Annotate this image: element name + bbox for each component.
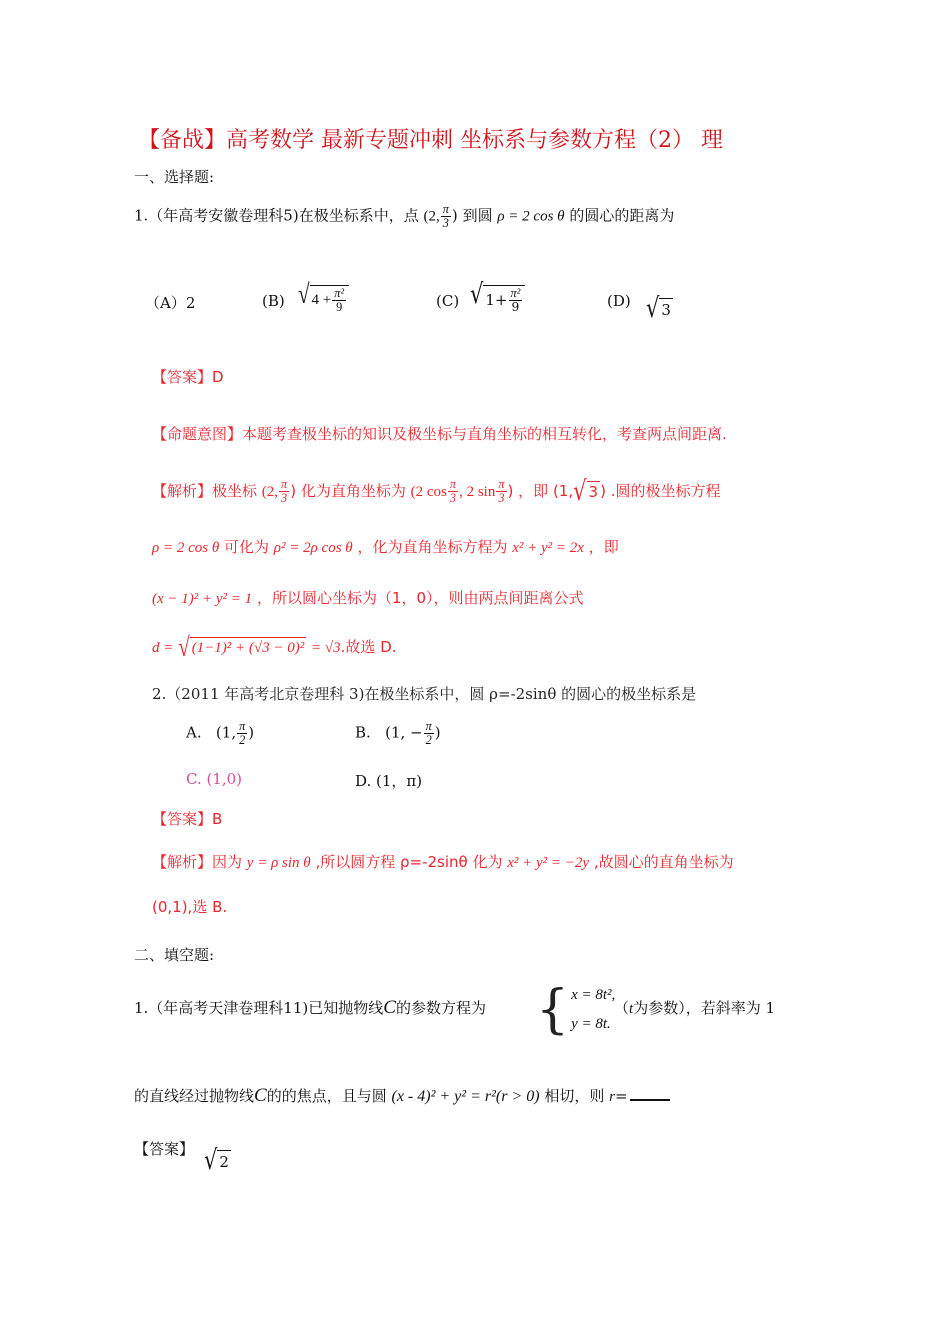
rho-eq: ρ = 2 cos θ: [152, 540, 220, 556]
analysis-label: 【解析】因为: [152, 853, 243, 871]
circle-eq-text: ,所以圆方程 ρ=-2sinθ 化为: [315, 853, 503, 871]
pi-squared: π²: [334, 286, 345, 300]
to-rect: ，化为直角坐标方程为: [357, 538, 508, 556]
option-b-label: (B): [262, 292, 285, 310]
pi: π: [281, 477, 288, 491]
rect-eq: x² + y² = 2x: [512, 540, 584, 556]
center-rect: ,故圆心的直角坐标为: [593, 853, 734, 871]
focus-text: 的的焦点，且与圆: [266, 1087, 387, 1105]
tangent-text: 相切，则: [544, 1087, 605, 1105]
option-a: （A）2: [145, 294, 196, 312]
rect-eq: x² + y² = −2y: [507, 855, 590, 871]
param-t: t: [629, 1001, 634, 1017]
circle-equation: ρ = 2 cos θ: [497, 208, 565, 225]
analysis-1-line-2: [152, 536, 619, 557]
pi: π: [498, 477, 505, 491]
can-be: 可化为: [223, 538, 269, 556]
distance-radicand: (1−1)² + (√3 − 0)²: [190, 637, 307, 658]
curve-c: C: [383, 997, 396, 1018]
option-b-open: (1, −: [385, 723, 423, 742]
option-c-term: 1+: [485, 291, 508, 310]
analysis-1-line-4: d = √ (1−1)² + (√3 − 0)² = √3.故选 D.: [152, 631, 397, 663]
distance-result: = √3: [311, 640, 341, 656]
option-a-open: (1,: [215, 723, 237, 742]
page-title: 【备战】高考数学 最新专题冲刺 坐标系与参数方程（2） 理: [138, 128, 723, 153]
analysis-1-line-3: [152, 587, 584, 608]
analysis-text: 化为直角坐标为: [300, 481, 406, 500]
three: 3: [281, 490, 288, 505]
brace-icon: {: [536, 979, 570, 1040]
answer-2: 【答案】B: [152, 810, 223, 828]
option-d-label: (D): [607, 292, 631, 310]
analysis-point-close: ): [290, 481, 297, 500]
pi-squared: π²: [510, 286, 521, 300]
analysis-sin: , 2 sin: [459, 483, 496, 500]
rho-sq-eq: ρ² = 2ρ cos θ: [273, 540, 353, 556]
param-text: 为参数），若斜率为 1: [633, 999, 775, 1017]
q2-option-a: [186, 720, 254, 747]
analysis-label: 【解析】极坐标: [152, 481, 258, 500]
analysis-pt-open: (1,: [552, 481, 574, 500]
q2-option-c: C. (1,0): [186, 770, 243, 788]
option-b-label: B.: [355, 723, 371, 742]
point-open: (2,: [423, 208, 440, 225]
answer-radicand: 2: [217, 1150, 231, 1171]
intent-1: 【命题意图】本题考查极坐标的知识及极坐标与直角坐标的相互转化，考查两点间距离.: [152, 425, 727, 443]
analysis-polar-eq: .圆的极坐标方程: [610, 481, 721, 500]
center-text: ，所以圆心坐标为（1，0），则由两点间距离公式: [256, 589, 584, 607]
fill-question-1-tail: [614, 997, 775, 1018]
y-eq: y = ρ sin θ: [246, 855, 311, 871]
two: 2: [239, 732, 246, 747]
answer-1: 【答案】D: [152, 368, 224, 386]
analysis-cos: (2 cos: [410, 483, 447, 500]
x-equation: x = 8t²,: [571, 987, 616, 1003]
choose-d: .故选 D.: [340, 638, 397, 656]
question-2: 2.（2011 年高考北京卷理科 3)在极坐标系中，圆 ρ=-2sinθ 的圆心的极坐标系是: [152, 685, 697, 703]
r-var: r: [609, 1089, 615, 1105]
radicand-3: 3: [659, 298, 673, 319]
q2-option-b: [355, 720, 441, 747]
q2-option-d: D. (1，π): [355, 772, 423, 790]
question-1-mid: 到圆: [462, 206, 493, 225]
answer-blank: [630, 1089, 670, 1101]
pi: π: [425, 719, 432, 733]
question-1-suffix: 的圆心的距离为: [569, 206, 675, 225]
fill-question-1-line-2: [134, 1085, 670, 1107]
curve-c: C: [254, 1085, 267, 1106]
nine: 9: [336, 299, 343, 314]
frac-den: 3: [442, 215, 449, 230]
two: 2: [425, 732, 432, 747]
question-1: [134, 203, 674, 230]
ie: ，即: [588, 538, 619, 556]
analysis-point-open: (2,: [261, 483, 279, 500]
analysis-pt-close: ): [600, 481, 606, 500]
y-equation: y = 8t.: [571, 1015, 611, 1032]
option-c-label: (C): [436, 292, 460, 310]
nine: 9: [511, 299, 520, 314]
question-1-prefix: 1.（年高考安徽卷理科5)在极坐标系中，点: [134, 206, 419, 225]
option-c-value: √ 1+ $\frac{\text{π²}}{9}$: [470, 285, 525, 314]
fill-mid: 的参数方程为: [395, 999, 486, 1017]
answer-label: 【答案】: [134, 1140, 195, 1158]
pi: π: [239, 719, 246, 733]
d-eq: d =: [152, 640, 174, 656]
analysis-2-line-2: (0,1),选 B.: [152, 898, 228, 916]
equals: =: [615, 1087, 628, 1105]
analysis-close: ): [507, 481, 514, 500]
option-b-term: 4 +: [311, 291, 332, 308]
option-a-label: A.: [186, 723, 202, 742]
parametric-system: [536, 981, 615, 1038]
section-heading-fill: 二、填空题:: [134, 946, 215, 964]
option-a-close: ): [248, 723, 255, 742]
three: 3: [449, 490, 457, 505]
answer-3: [134, 1138, 194, 1159]
answer-3-value: √ 2: [204, 1144, 229, 1176]
fill-prefix: 1.（年高考天津卷理科11)已知抛物线: [134, 999, 384, 1017]
circle-equation: (x - 4)² + y² = r²(r > 0): [391, 1088, 540, 1105]
option-d-value: √ 3: [646, 292, 671, 324]
fill-question-1: [134, 997, 486, 1019]
option-b-close: ): [434, 723, 441, 742]
analysis-2-line-1: [152, 851, 734, 872]
option-b-value: √ 4 + $\frac{\text{π²}}{9}$: [298, 285, 349, 314]
pi: π: [449, 477, 457, 491]
frac-num: π: [442, 202, 449, 216]
point-close: ): [451, 206, 458, 225]
analysis-ie: ，即: [518, 481, 549, 500]
circle-std: (x − 1)² + y² = 1: [152, 591, 253, 607]
section-heading-choice: 一、选择题:: [134, 168, 215, 186]
line-through: 的直线经过抛物线: [134, 1087, 255, 1105]
paren-open: （: [614, 999, 630, 1017]
analysis-1-line-1: 【解析】极坐标 (2, $\frac{\pi}{3}$ ) 化为直角坐标为 (2 cos $\frac{\pi}{3}$ , 2 sin $\frac{\pi}{3}$ ) ，即 (1, √ 3 ) .圆的极坐标方程: [152, 475, 721, 507]
three: 3: [498, 490, 505, 505]
